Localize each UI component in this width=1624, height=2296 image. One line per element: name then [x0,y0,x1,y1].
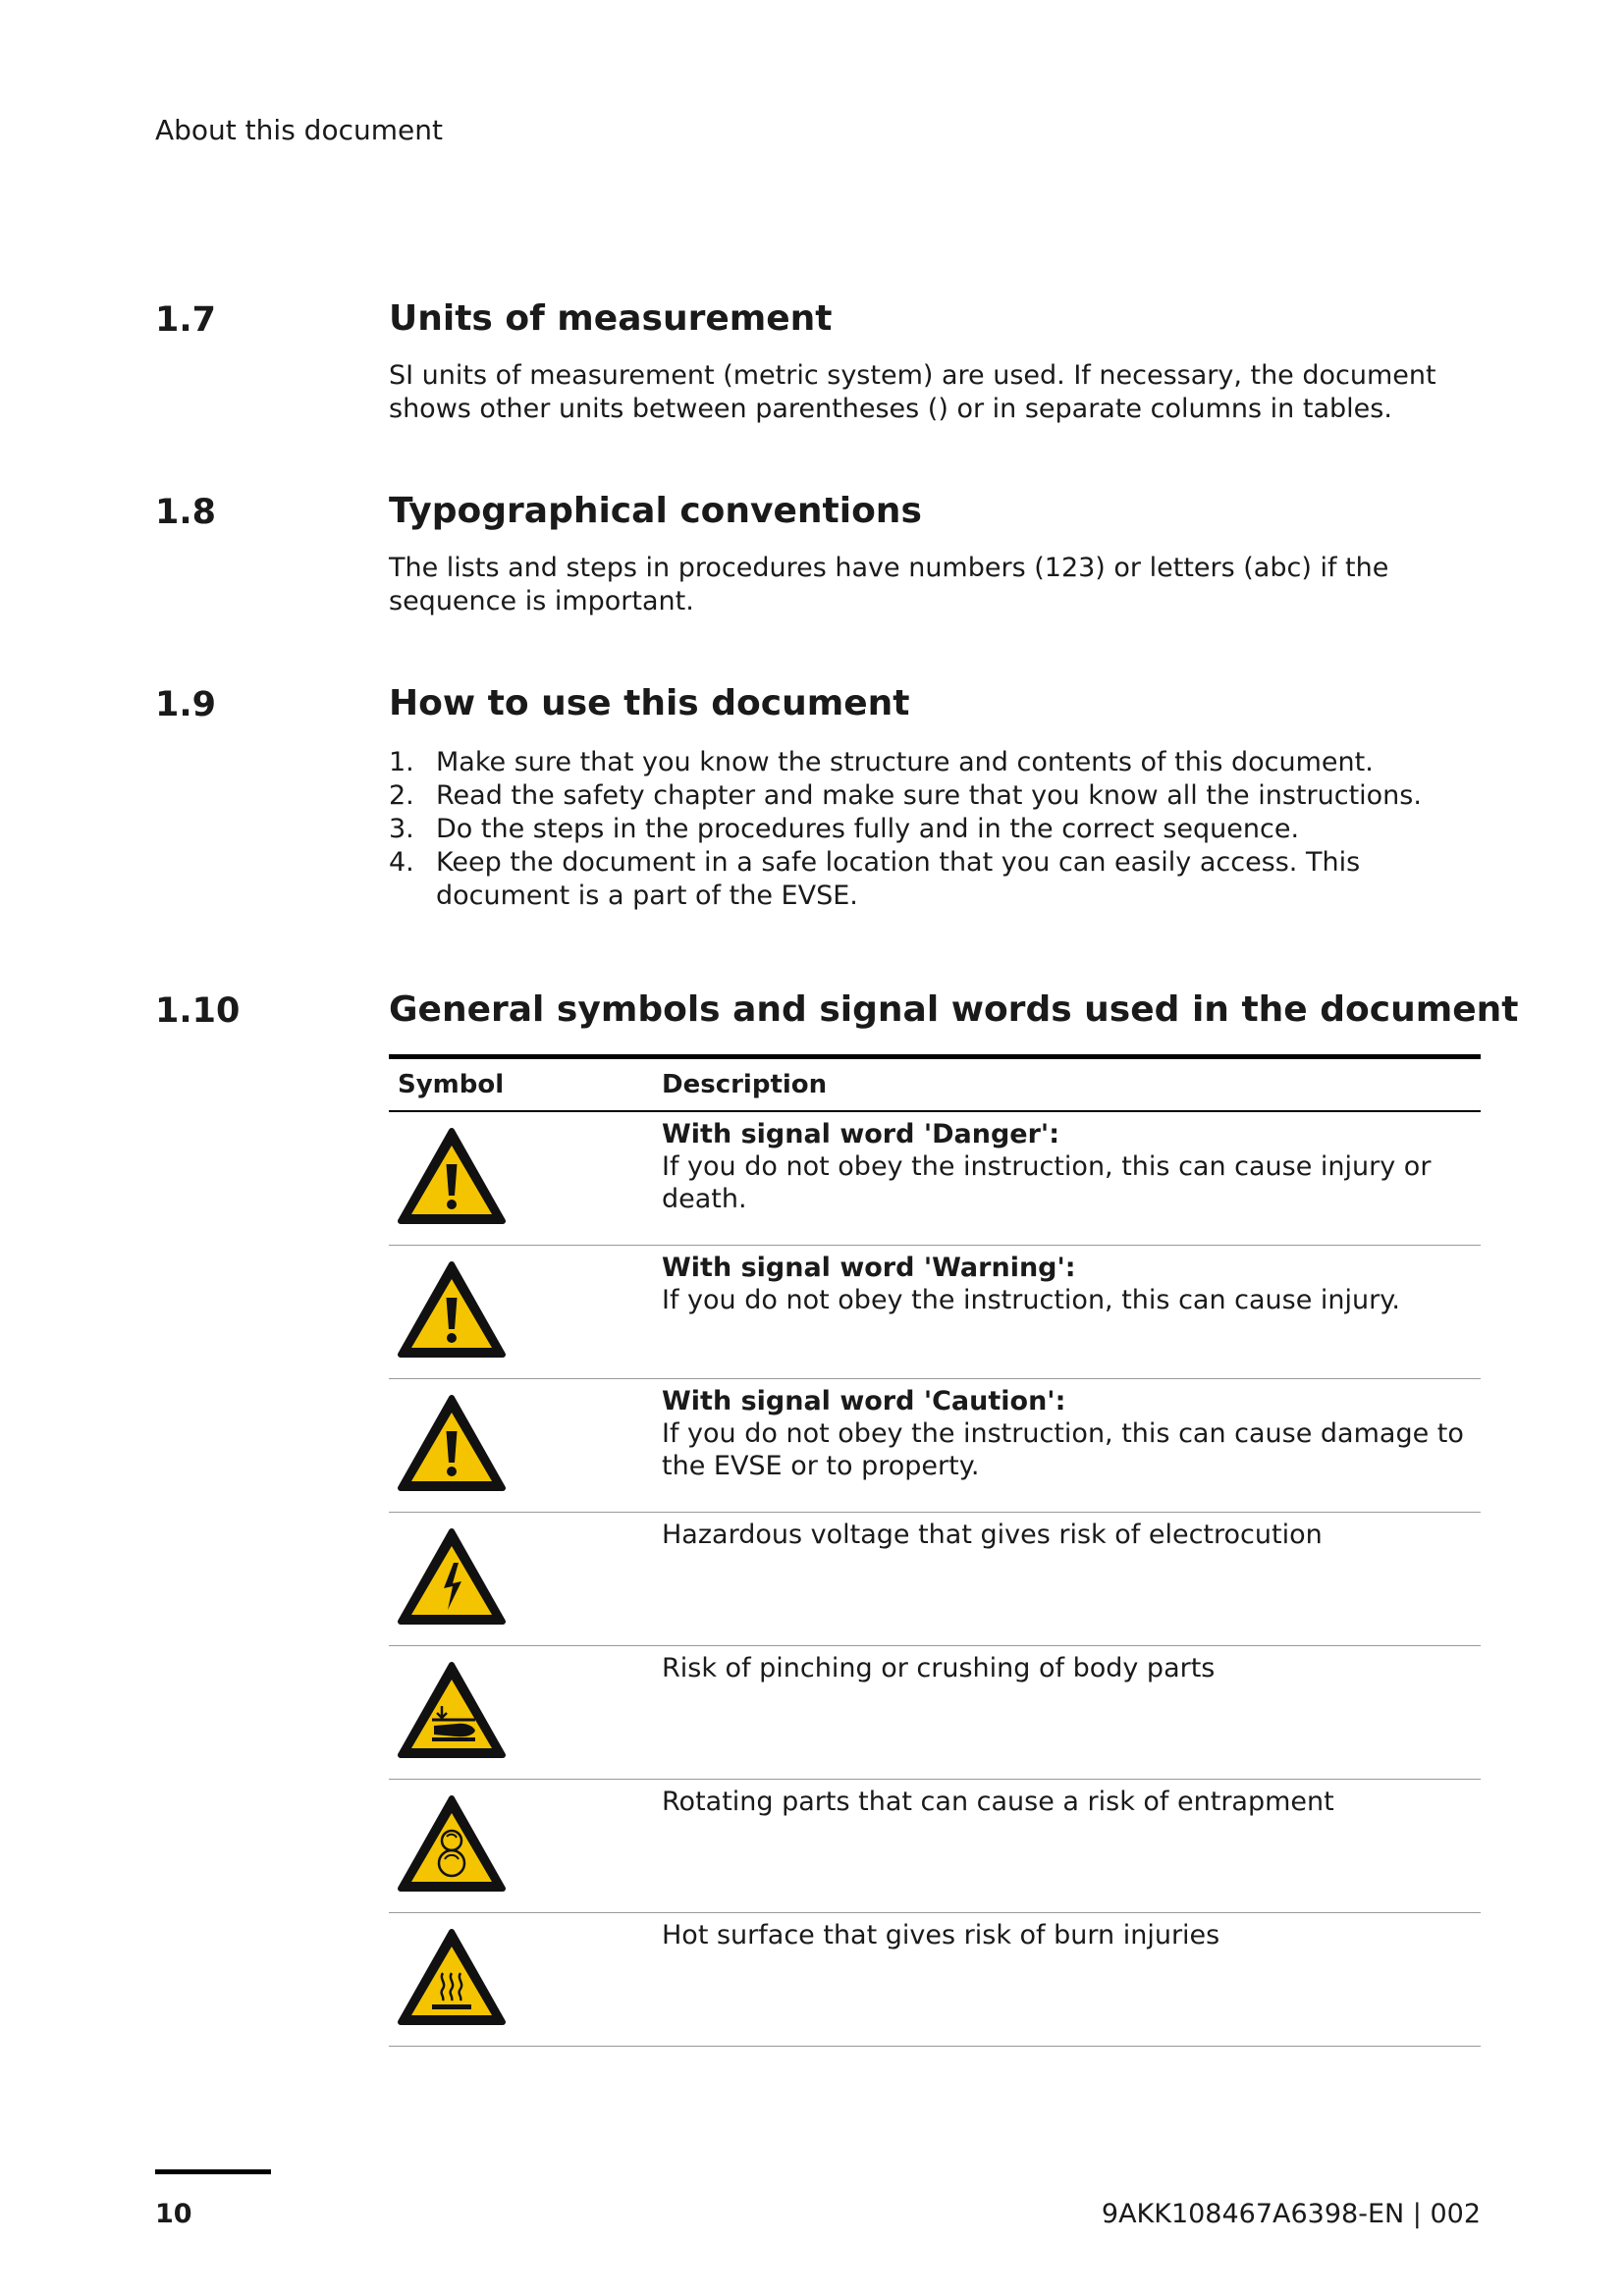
signal-word: With signal word 'Caution': [662,1386,1066,1416]
list-text: Do the steps in the procedures fully and in the correct sequence. [436,814,1300,844]
section-title: General symbols and signal words used in the document [389,989,1519,1030]
symbols-table [389,1054,1481,2047]
list-item [389,846,1489,913]
list-item [389,813,1489,846]
section-text: The lists and steps in procedures have numbers (123) or letters (abc) if the sequence is important. [389,553,1389,616]
description-text: Hazardous voltage that gives risk of electrocution [662,1520,1323,1550]
footer-rule [155,2169,271,2174]
section-title: How to use this document [389,683,910,723]
table-header [389,1059,1481,1112]
table-row [389,1379,1481,1513]
description-text: Hot surface that gives risk of burn injuries [662,1920,1220,1950]
description-text: Risk of pinching or crushing of body parts [662,1653,1216,1683]
pinch-crush-icon [397,1661,507,1759]
list-item [389,746,1489,779]
description-text: Rotating parts that can cause a risk of entrapment [662,1787,1334,1817]
table-row [389,1913,1481,2047]
steps-list [389,746,1489,913]
section-title: Units of measurement [389,298,833,339]
table-row [389,1646,1481,1780]
table-row [389,1112,1481,1246]
table-row [389,1780,1481,1913]
rotating-parts-icon [397,1794,507,1893]
section-number: 1.10 [155,991,241,1031]
description-text: If you do not obey the instruction, this can cause injury. [662,1285,1400,1315]
list-text: Keep the document in a safe location that you can easily access. This document is a part of the EVSE. [436,847,1361,911]
caution-icon [397,1394,507,1492]
electrocution-icon [397,1527,507,1626]
table-row [389,1513,1481,1646]
page-number: 10 [155,2199,192,2229]
list-text: Read the safety chapter and make sure that you know all the instructions. [436,780,1422,811]
signal-word: With signal word 'Danger': [662,1119,1059,1149]
section-number: 1.9 [155,685,217,724]
signal-word: With signal word 'Warning': [662,1253,1076,1283]
list-number: 3. [389,814,414,844]
section-title: Typographical conventions [389,491,922,531]
danger-warning-icon [397,1127,507,1225]
warning-icon [397,1260,507,1359]
hot-surface-icon [397,1928,507,2026]
section-text: SI units of measurement (metric system) are used. If necessary, the document shows other units between parentheses () or in separate columns in tables. [389,360,1436,424]
page-header: About this document [155,114,443,146]
table-row [389,1246,1481,1379]
list-item [389,779,1489,813]
description-text: If you do not obey the instruction, this can cause injury or death. [662,1151,1432,1214]
list-number: 1. [389,747,414,777]
section-number: 1.8 [155,493,217,532]
list-text: Make sure that you know the structure and contents of this document. [436,747,1374,777]
document-id: 9AKK108467A6398-EN | 002 [1101,2199,1481,2229]
list-number: 2. [389,780,414,811]
header-symbol: Symbol [398,1070,505,1099]
header-description: Description [662,1070,828,1099]
section-number: 1.7 [155,300,217,340]
description-text: If you do not obey the instruction, this can cause damage to the EVSE or to property. [662,1418,1464,1481]
list-number: 4. [389,847,414,878]
